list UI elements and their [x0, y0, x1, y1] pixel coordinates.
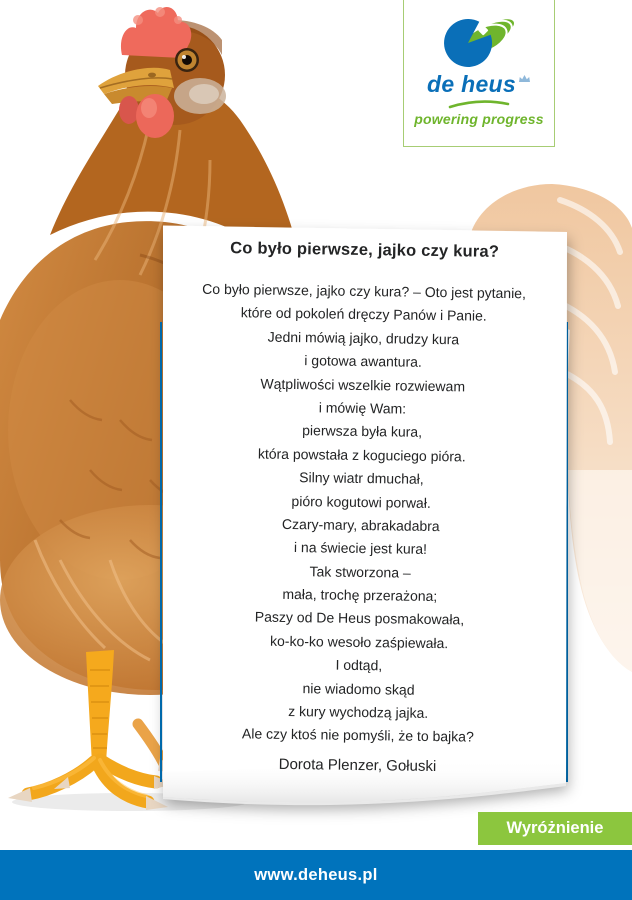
- swoosh-underline-icon: [447, 97, 511, 109]
- poem-author: Dorota Plenzer, Gołuski: [278, 755, 437, 775]
- logo-box: [403, 0, 555, 147]
- poem-line: i gotowa awantura.: [304, 352, 422, 370]
- logo-wordmark: [404, 72, 554, 96]
- crown-icon: [518, 63, 531, 87]
- poem-line: pierwsza była kura,: [302, 422, 423, 441]
- poem-line: mała, trochę przerażona;: [282, 585, 438, 605]
- poem-line: Silny wiatr dmuchał,: [299, 469, 424, 487]
- poem-line: Czary-mary, abrakadabra: [281, 515, 440, 534]
- poem-line: która powstała z koguciego pióra.: [257, 445, 466, 465]
- poem-line: nie wiadomo skąd: [302, 679, 415, 698]
- poem-line: Ale czy ktoś nie pomyśli, że to bajka?: [241, 725, 474, 745]
- poem-line: Tak stworzona –: [309, 562, 411, 581]
- poem-body: [156, 277, 566, 750]
- poem: [155, 223, 567, 776]
- poem-line: i mówię Wam:: [318, 399, 407, 417]
- poem-line: Jedni mówią jajko, drudzy kura: [267, 328, 460, 348]
- poem-line: I odtąd,: [335, 656, 383, 674]
- poem-line: ko-ko-ko wesoło zaśpiewała.: [269, 632, 449, 652]
- poem-line: pióro kogutowi porwał.: [291, 492, 431, 511]
- poem-line: z kury wychodzą jajka.: [288, 703, 429, 721]
- footer-bar: [0, 850, 632, 900]
- logo-wordmark-text: de heus: [426, 71, 516, 97]
- logo-tagline: powering progress: [414, 111, 544, 127]
- poem-line: które od pokoleń dręczy Panów i Panie.: [240, 304, 487, 325]
- award-badge: Wyróżnienie: [478, 812, 632, 845]
- poem-line: Wątpliwości wszelkie rozwiewam: [260, 375, 466, 394]
- deheus-fan-logo-icon: [442, 15, 516, 67]
- poem-line: i na świecie jest kura!: [293, 539, 428, 558]
- poem-line: Co było pierwsze, jajko czy kura? – Oto jest pytanie,: [202, 280, 527, 302]
- website-url: www.deheus.pl: [254, 865, 378, 884]
- poem-line: Paszy od De Heus posmakowała,: [254, 608, 465, 628]
- poem-title: Co było pierwsze, jajko czy kura?: [230, 239, 500, 261]
